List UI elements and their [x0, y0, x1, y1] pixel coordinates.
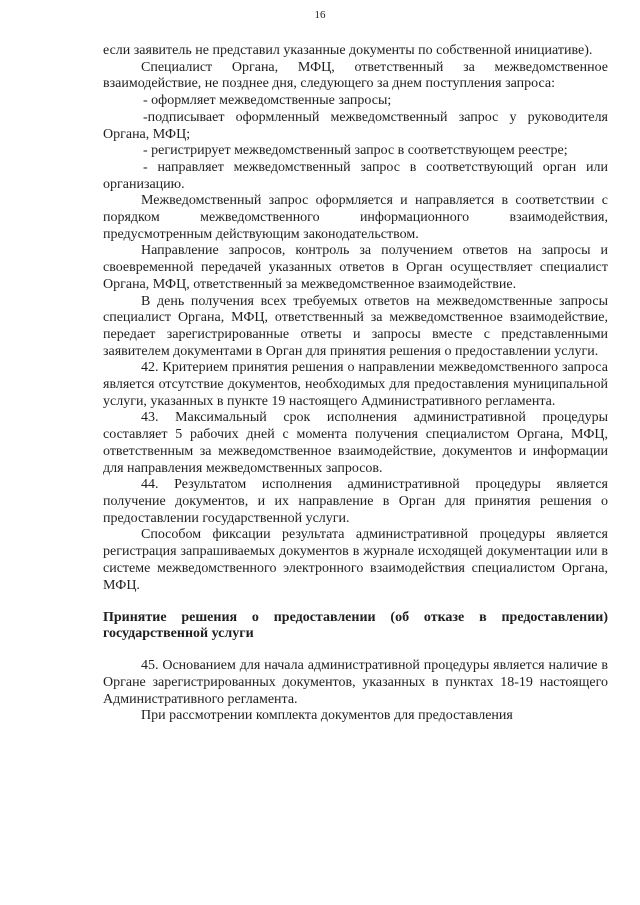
paragraph: Межведомственный запрос оформляется и направляется в соответствии с порядком межведомственного информационного взаимодействия, предусмотренным действующим законодательством.	[103, 193, 608, 242]
paragraph: В день получения всех требуемых ответов на межведомственные запросы специалист Органа, МФЦ, ответственный за межведомственное взаимодействие, передает зарегистрированные ответы и запросы вместе с представленными заявителем документами в Орган для принятия решения о предоставлении услуги.	[103, 293, 608, 359]
paragraph: Способом фиксации результата административной процедуры является регистрация запрашиваемых документов в журнале исходящей документации или в системе межведомственного электронного взаимодействия специалистом Органа, МФЦ.	[103, 527, 608, 593]
list-item: -подписывает оформленный межведомственный запрос у руководителя Органа, МФЦ;	[103, 109, 608, 142]
section-spacer	[103, 642, 608, 658]
paragraph: Направление запросов, контроль за получением ответов на запросы и своевременной передачей указанных ответов в Орган осуществляет специалист Органа, МФЦ, ответственный за межведомственное взаимодействие.	[103, 243, 608, 292]
paragraph: 45. Основанием для начала административной процедуры является наличие в Органе зарегистрированных документов, указанных в пунктах 18-19 настоящего Административного регламента.	[103, 658, 608, 707]
section-heading: Принятие решения о предоставлении (об отказе в предоставлении) государственной услуги	[103, 610, 608, 642]
list-item: - направляет межведомственный запрос в соответствующий орган или организацию.	[103, 159, 608, 192]
document-body	[103, 43, 608, 725]
list-item: - регистрирует межведомственный запрос в соответствующем реестре;	[143, 143, 568, 159]
paragraph: если заявитель не представил указанные документы по собственной инициативе).	[103, 43, 593, 58]
paragraph: 43. Максимальный срок исполнения административной процедуры составляет 5 рабочих дней с момента получения специалистом Органа, МФЦ, ответственным за межведомственное взаимодействие, документов и информации для направления межведомственных запросов.	[103, 410, 608, 476]
paragraph: Специалист Органа, МФЦ, ответственный за межведомственное взаимодействие, не позднее дня, следующего за днем поступления запроса:	[103, 59, 608, 92]
page-number: 16	[314, 9, 326, 21]
section-spacer	[103, 594, 608, 610]
paragraph: При рассмотрении комплекта документов для предоставления	[141, 708, 513, 724]
list-item: - оформляет межведомственные запросы;	[143, 93, 392, 109]
paragraph: 42. Критерием принятия решения о направлении межведомственного запроса является отсутствие документов, необходимых для предоставления муниципальной услуги, указанных в пункте 19 настоящего Административного регламента.	[103, 360, 608, 409]
paragraph: 44. Результатом исполнения административной процедуры является получение документов, и их направление в Орган для принятия решения о предоставлении государственной услуги.	[103, 477, 608, 526]
